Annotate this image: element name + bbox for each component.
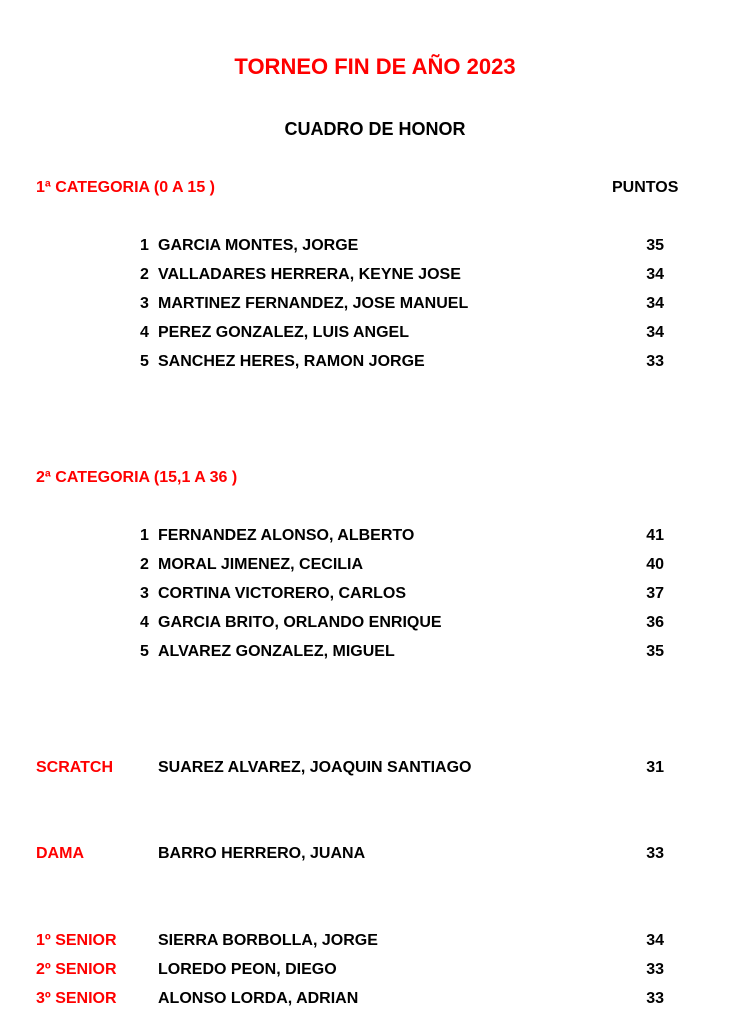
rank: 4 — [140, 614, 149, 631]
award-label: 3º SENIOR — [36, 990, 117, 1007]
player-points: 35 — [646, 237, 664, 254]
rank: 5 — [140, 353, 149, 370]
player-points: 34 — [646, 266, 664, 283]
player-points: 34 — [646, 324, 664, 341]
player-name: VALLADARES HERRERA, KEYNE JOSE — [158, 266, 461, 283]
award-label: 1º SENIOR — [36, 932, 117, 949]
player-points: 33 — [646, 990, 664, 1007]
rank: 2 — [140, 266, 149, 283]
category-1-heading: 1ª CATEGORIA (0 A 15 ) — [36, 179, 215, 196]
player-points: 31 — [646, 759, 664, 776]
rank: 5 — [140, 643, 149, 660]
player-name: SANCHEZ HERES, RAMON JORGE — [158, 353, 425, 370]
player-points: 40 — [646, 556, 664, 573]
player-name: BARRO HERRERO, JUANA — [158, 845, 366, 862]
player-points: 33 — [646, 353, 664, 370]
award-label: 2º SENIOR — [36, 961, 117, 978]
player-points: 36 — [646, 614, 664, 631]
player-name: ALVAREZ GONZALEZ, MIGUEL — [158, 643, 395, 660]
award-label: DAMA — [36, 845, 84, 862]
player-points: 37 — [646, 585, 664, 602]
player-name: SUAREZ ALVAREZ, JOAQUIN SANTIAGO — [158, 759, 472, 776]
rank: 2 — [140, 556, 149, 573]
rank: 4 — [140, 324, 149, 341]
player-points: 35 — [646, 643, 664, 660]
player-points: 41 — [646, 527, 664, 544]
player-points: 33 — [646, 845, 664, 862]
document-subtitle: CUADRO DE HONOR — [284, 119, 466, 139]
rank: 3 — [140, 585, 149, 602]
player-points: 33 — [646, 961, 664, 978]
player-points: 34 — [646, 932, 664, 949]
player-name: MORAL JIMENEZ, CECILIA — [158, 556, 364, 573]
player-name: LOREDO PEON, DIEGO — [158, 961, 337, 978]
award-label: SCRATCH — [36, 759, 114, 776]
player-points: 34 — [646, 295, 664, 312]
player-name: PEREZ GONZALEZ, LUIS ANGEL — [158, 324, 409, 341]
points-column-header: PUNTOS — [612, 179, 679, 196]
player-name: GARCIA MONTES, JORGE — [158, 237, 359, 254]
player-name: MARTINEZ FERNANDEZ, JOSE MANUEL — [158, 295, 469, 312]
rank: 1 — [140, 237, 149, 254]
category-2-heading: 2ª CATEGORIA (15,1 A 36 ) — [36, 469, 238, 486]
rank: 1 — [140, 527, 149, 544]
document-title: TORNEO FIN DE AÑO 2023 — [234, 54, 516, 79]
player-name: ALONSO LORDA, ADRIAN — [158, 990, 359, 1007]
player-name: CORTINA VICTORERO, CARLOS — [158, 585, 407, 602]
player-name: SIERRA BORBOLLA, JORGE — [158, 932, 378, 949]
player-name: GARCIA BRITO, ORLANDO ENRIQUE — [158, 614, 442, 631]
rank: 3 — [140, 295, 149, 312]
player-name: FERNANDEZ ALONSO, ALBERTO — [158, 527, 415, 544]
